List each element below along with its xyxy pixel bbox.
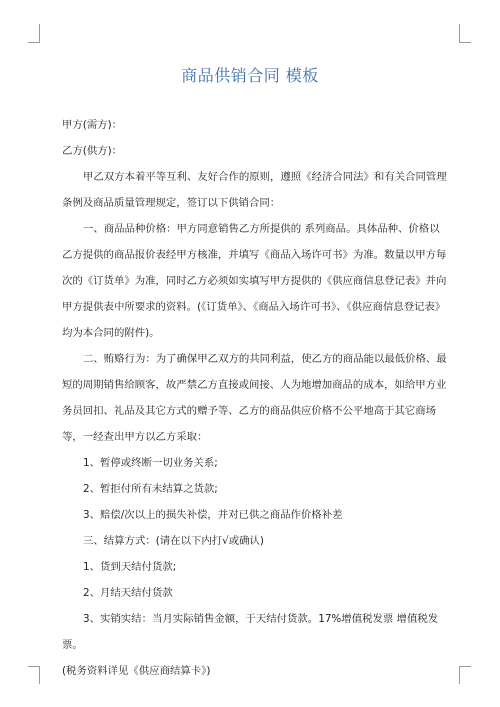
crop-mark-bottom-left: [39, 666, 40, 684]
section-2-paragraph: 二、贿赂行为：为了确保甲乙双方的共同利益，使乙方的商品能以最低价格、最短的周期销售给顾客，故严禁乙方直接或间接、人为地增加商品的成本，如给甲方业务员回扣、礼品及其它方式的赠予等、乙方的商品供应价格不公平地高于其它商场等，一经查出甲方以乙方采取：: [62, 353, 447, 443]
section-3-item: 2、月结天结付货款: [83, 587, 173, 599]
party-a-line: 甲方(需方)：: [62, 119, 123, 131]
crop-mark-bottom-right: [459, 666, 460, 684]
section-2-item: 3、赔偿/次以上的损失补偿，并对已供之商品作价格补差: [83, 509, 343, 521]
section-2-item: 1、暂停或终断一切业务关系;: [83, 457, 218, 469]
section-3-heading: 三、结算方式：(请在以下内打√或确认): [83, 535, 264, 547]
section-3-item: 3、实销实结：当月实际销售金额，于天结付货款。17%增值税发票 增值税发票。: [62, 613, 439, 651]
crop-mark-bottom-right: [459, 666, 471, 667]
crop-mark-top-right: [459, 24, 460, 42]
crop-mark-bottom-left: [28, 666, 40, 667]
party-b-line: 乙方(供方)：: [62, 145, 123, 157]
crop-mark-top-left: [39, 24, 40, 42]
section-3-item: 1、货到天结付货款;: [83, 561, 177, 573]
tax-note: (税务资料详见《供应商结算卡》): [62, 665, 211, 677]
section-2-item: 2、暂拒付所有未结算之货款;: [83, 483, 218, 495]
document-body: [62, 112, 448, 684]
document-title: 商品供销合同 模板: [181, 66, 319, 85]
section-1-paragraph: 一、商品品种价格：甲方同意销售乙方所提供的 系列商品。具体品种、价格以乙方提供的商品报价表经甲方核准，并填写《商品入场许可书》为准。数量以甲方每次的《订货单》为准，同时乙方必须如实填写甲方提供的《供应商信息登记表》并向甲方提供表中所要求的资料。(《订货单》、《商品入场许可书》、《供应商信息登记表》均为本合同的附件)。: [62, 223, 447, 339]
crop-mark-top-right: [459, 42, 471, 43]
intro-paragraph: 甲乙双方本着平等互利、友好合作的原则，遵照《经济合同法》和有关合同管理条例及商品质量管理规定，签订以下供销合同：: [62, 171, 447, 209]
crop-mark-top-left: [28, 42, 40, 43]
